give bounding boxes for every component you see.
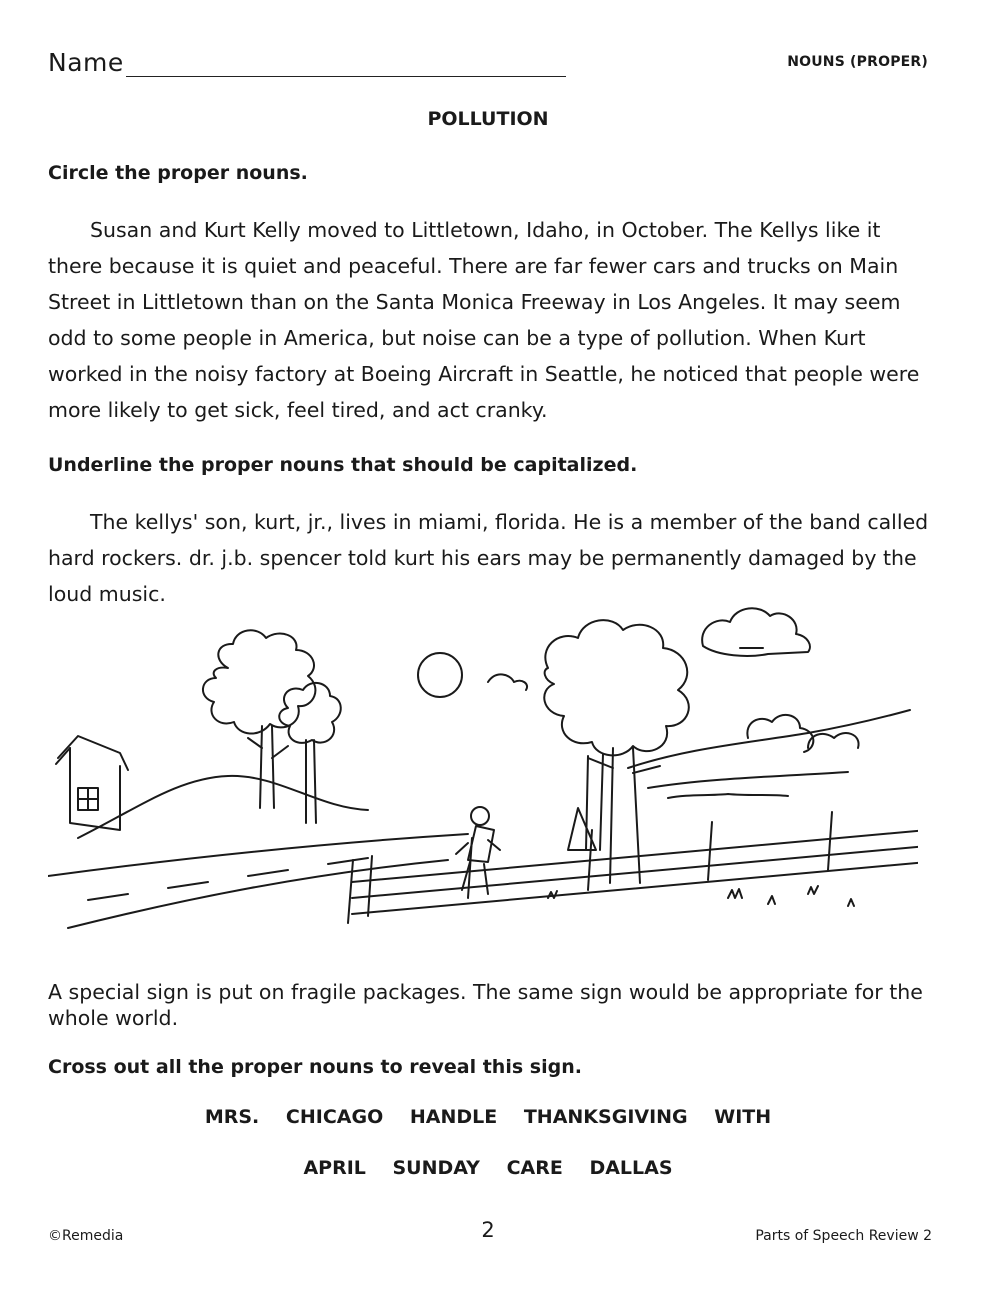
- page-number: 2: [481, 1218, 495, 1242]
- trees-right: [668, 715, 859, 798]
- name-label: Name: [48, 48, 124, 77]
- word-item[interactable]: CHICAGO: [285, 1106, 384, 1128]
- tree-icon-left: [203, 630, 315, 808]
- instruction-circle: Circle the proper nouns.: [48, 162, 308, 184]
- word-item[interactable]: CARE: [506, 1157, 563, 1179]
- page-title: POLLUTION: [427, 108, 549, 130]
- name-field[interactable]: [48, 48, 566, 77]
- hills: [78, 710, 910, 838]
- pollution-scene-illustration: [48, 598, 918, 943]
- word-item[interactable]: APRIL: [303, 1157, 366, 1179]
- cloud-icon: [702, 608, 810, 656]
- word-item[interactable]: WITH: [714, 1106, 772, 1128]
- paragraph-circle: [48, 212, 938, 428]
- tree-icon-large: [544, 620, 689, 883]
- word-item[interactable]: THANKSGIVING: [523, 1106, 688, 1128]
- road-icon: [48, 834, 468, 928]
- paragraph-circle-text: Susan and Kurt Kelly moved to Littletown, Idaho, in October. The Kellys like it there because it is quiet and peaceful. There are far fewer cars and trucks on Main Street in Littletown than on the Santa Monica Freeway in Los Angeles. It may seem odd to some people in America, but noise can be a type of pollution. When Kurt worked in the noisy factory at Boeing Aircraft in Seattle, he noticed that people were more likely to get sick, feel tired, and act cranky.: [48, 218, 920, 422]
- name-blank-line[interactable]: [126, 54, 566, 77]
- word-item[interactable]: MRS.: [204, 1106, 260, 1128]
- word-item[interactable]: DALLAS: [589, 1157, 673, 1179]
- word-row-1: [0, 1106, 976, 1128]
- word-row-2: [0, 1157, 976, 1179]
- footer-copyright: ©Remedia: [48, 1228, 124, 1244]
- instruction-cross-out: Cross out all the proper nouns to reveal this sign.: [48, 1056, 582, 1078]
- instruction-underline: Underline the proper nouns that should be capitalized.: [48, 454, 638, 476]
- house-icon: [56, 736, 128, 830]
- sun-icon: [418, 653, 462, 697]
- footer-book-title: Parts of Speech Review 2: [755, 1228, 932, 1244]
- boy-icon: [456, 807, 500, 894]
- tree-icon-small: [279, 683, 341, 823]
- topic-label: NOUNS (PROPER): [787, 54, 928, 70]
- word-item[interactable]: HANDLE: [409, 1106, 498, 1128]
- grass: [548, 886, 854, 906]
- paragraph-underline: [48, 504, 938, 612]
- word-item[interactable]: SUNDAY: [392, 1157, 480, 1179]
- fence-icon: [348, 812, 918, 923]
- paragraph-underline-text: The kellys' son, kurt, jr., lives in miami, florida. He is a member of the band called hard rockers. dr. j.b. spencer told kurt his ears may be permanently damaged by the loud music.: [48, 510, 929, 606]
- fragile-sign-text: A special sign is put on fragile packages. The same sign would be appropriate for the whole world.: [48, 980, 923, 1030]
- distant-cloud-icon: [488, 674, 527, 690]
